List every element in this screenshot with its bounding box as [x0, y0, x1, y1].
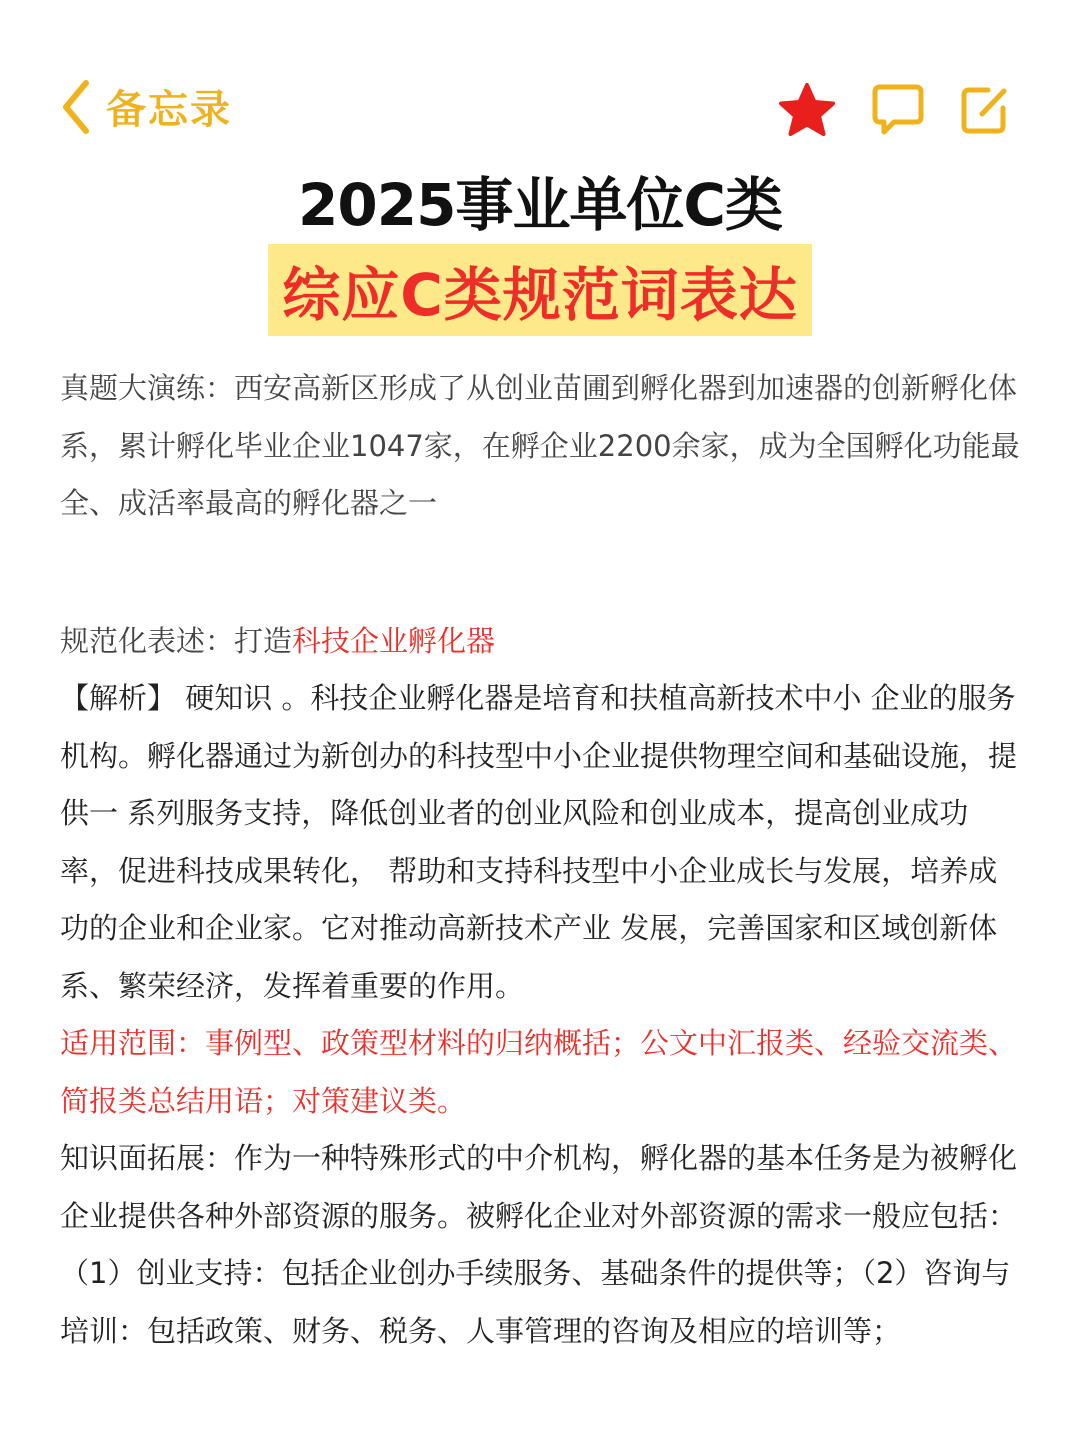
- page-subtitle: 综应C类规范词表达: [268, 244, 812, 336]
- scope-paragraph: 适用范围：事例型、政策型材料的归纳概括；公文中汇报类、经验交流类、简报类总结用语；对策建议类。: [60, 1026, 1018, 1118]
- standard-term: 科技企业孵化器: [292, 623, 496, 658]
- paragraph-spacer: [60, 533, 1020, 613]
- edit-icon[interactable]: [960, 84, 1010, 136]
- note-body: [60, 360, 1020, 1360]
- analysis-paragraph: 【解析】 硬知识 。科技企业孵化器是培育和扶植高新技术中小 企业的服务机构。孵化器通过为新创办的科技型中小企业提供物理空间和基础设施，提供一 系列服务支持，降低创业者的创业风险和创业成本，提高创业成功率，促进科技成果转化， 帮助和支持科技型中小企业成长与发展，培养成功的企业和企业家。它对推动高新技术产业 发展，完善国家和区域创新体系、繁荣经济，发挥着重要的作用。: [60, 681, 1018, 1003]
- toolbar-icons: [742, 82, 1010, 138]
- comment-icon[interactable]: [872, 83, 924, 137]
- standard-expression: [60, 613, 1020, 671]
- subtitle-wrapper: [0, 244, 1080, 336]
- top-navigation-bar: [0, 0, 1080, 150]
- chevron-left-icon: [60, 79, 92, 135]
- page-title: 2025事业单位C类: [298, 171, 782, 239]
- back-label: 备忘录: [106, 87, 232, 133]
- standard-prefix: 规范化表述：打造: [60, 623, 293, 658]
- back-button[interactable]: [60, 78, 232, 135]
- question-paragraph: 真题大演练：西安高新区形成了从创业苗圃到孵化器到加速器的创新孵化体系，累计孵化毕业企业1047家，在孵企业2200余家，成为全国孵化功能最全、成活率最高的孵化器之一: [60, 371, 1020, 520]
- extension-paragraph: 知识面拓展：作为一种特殊形式的中介机构，孵化器的基本任务是为被孵化企业提供各种外部资源的服务。被孵化企业对外部资源的需求一般应包括：（1）创业支持：包括企业创办手续服务、基础条件的提供等；（2）咨询与培训：包括政策、财务、税务、人事管理的咨询及相应的培训等；: [60, 1141, 1018, 1348]
- star-icon[interactable]: [778, 82, 836, 138]
